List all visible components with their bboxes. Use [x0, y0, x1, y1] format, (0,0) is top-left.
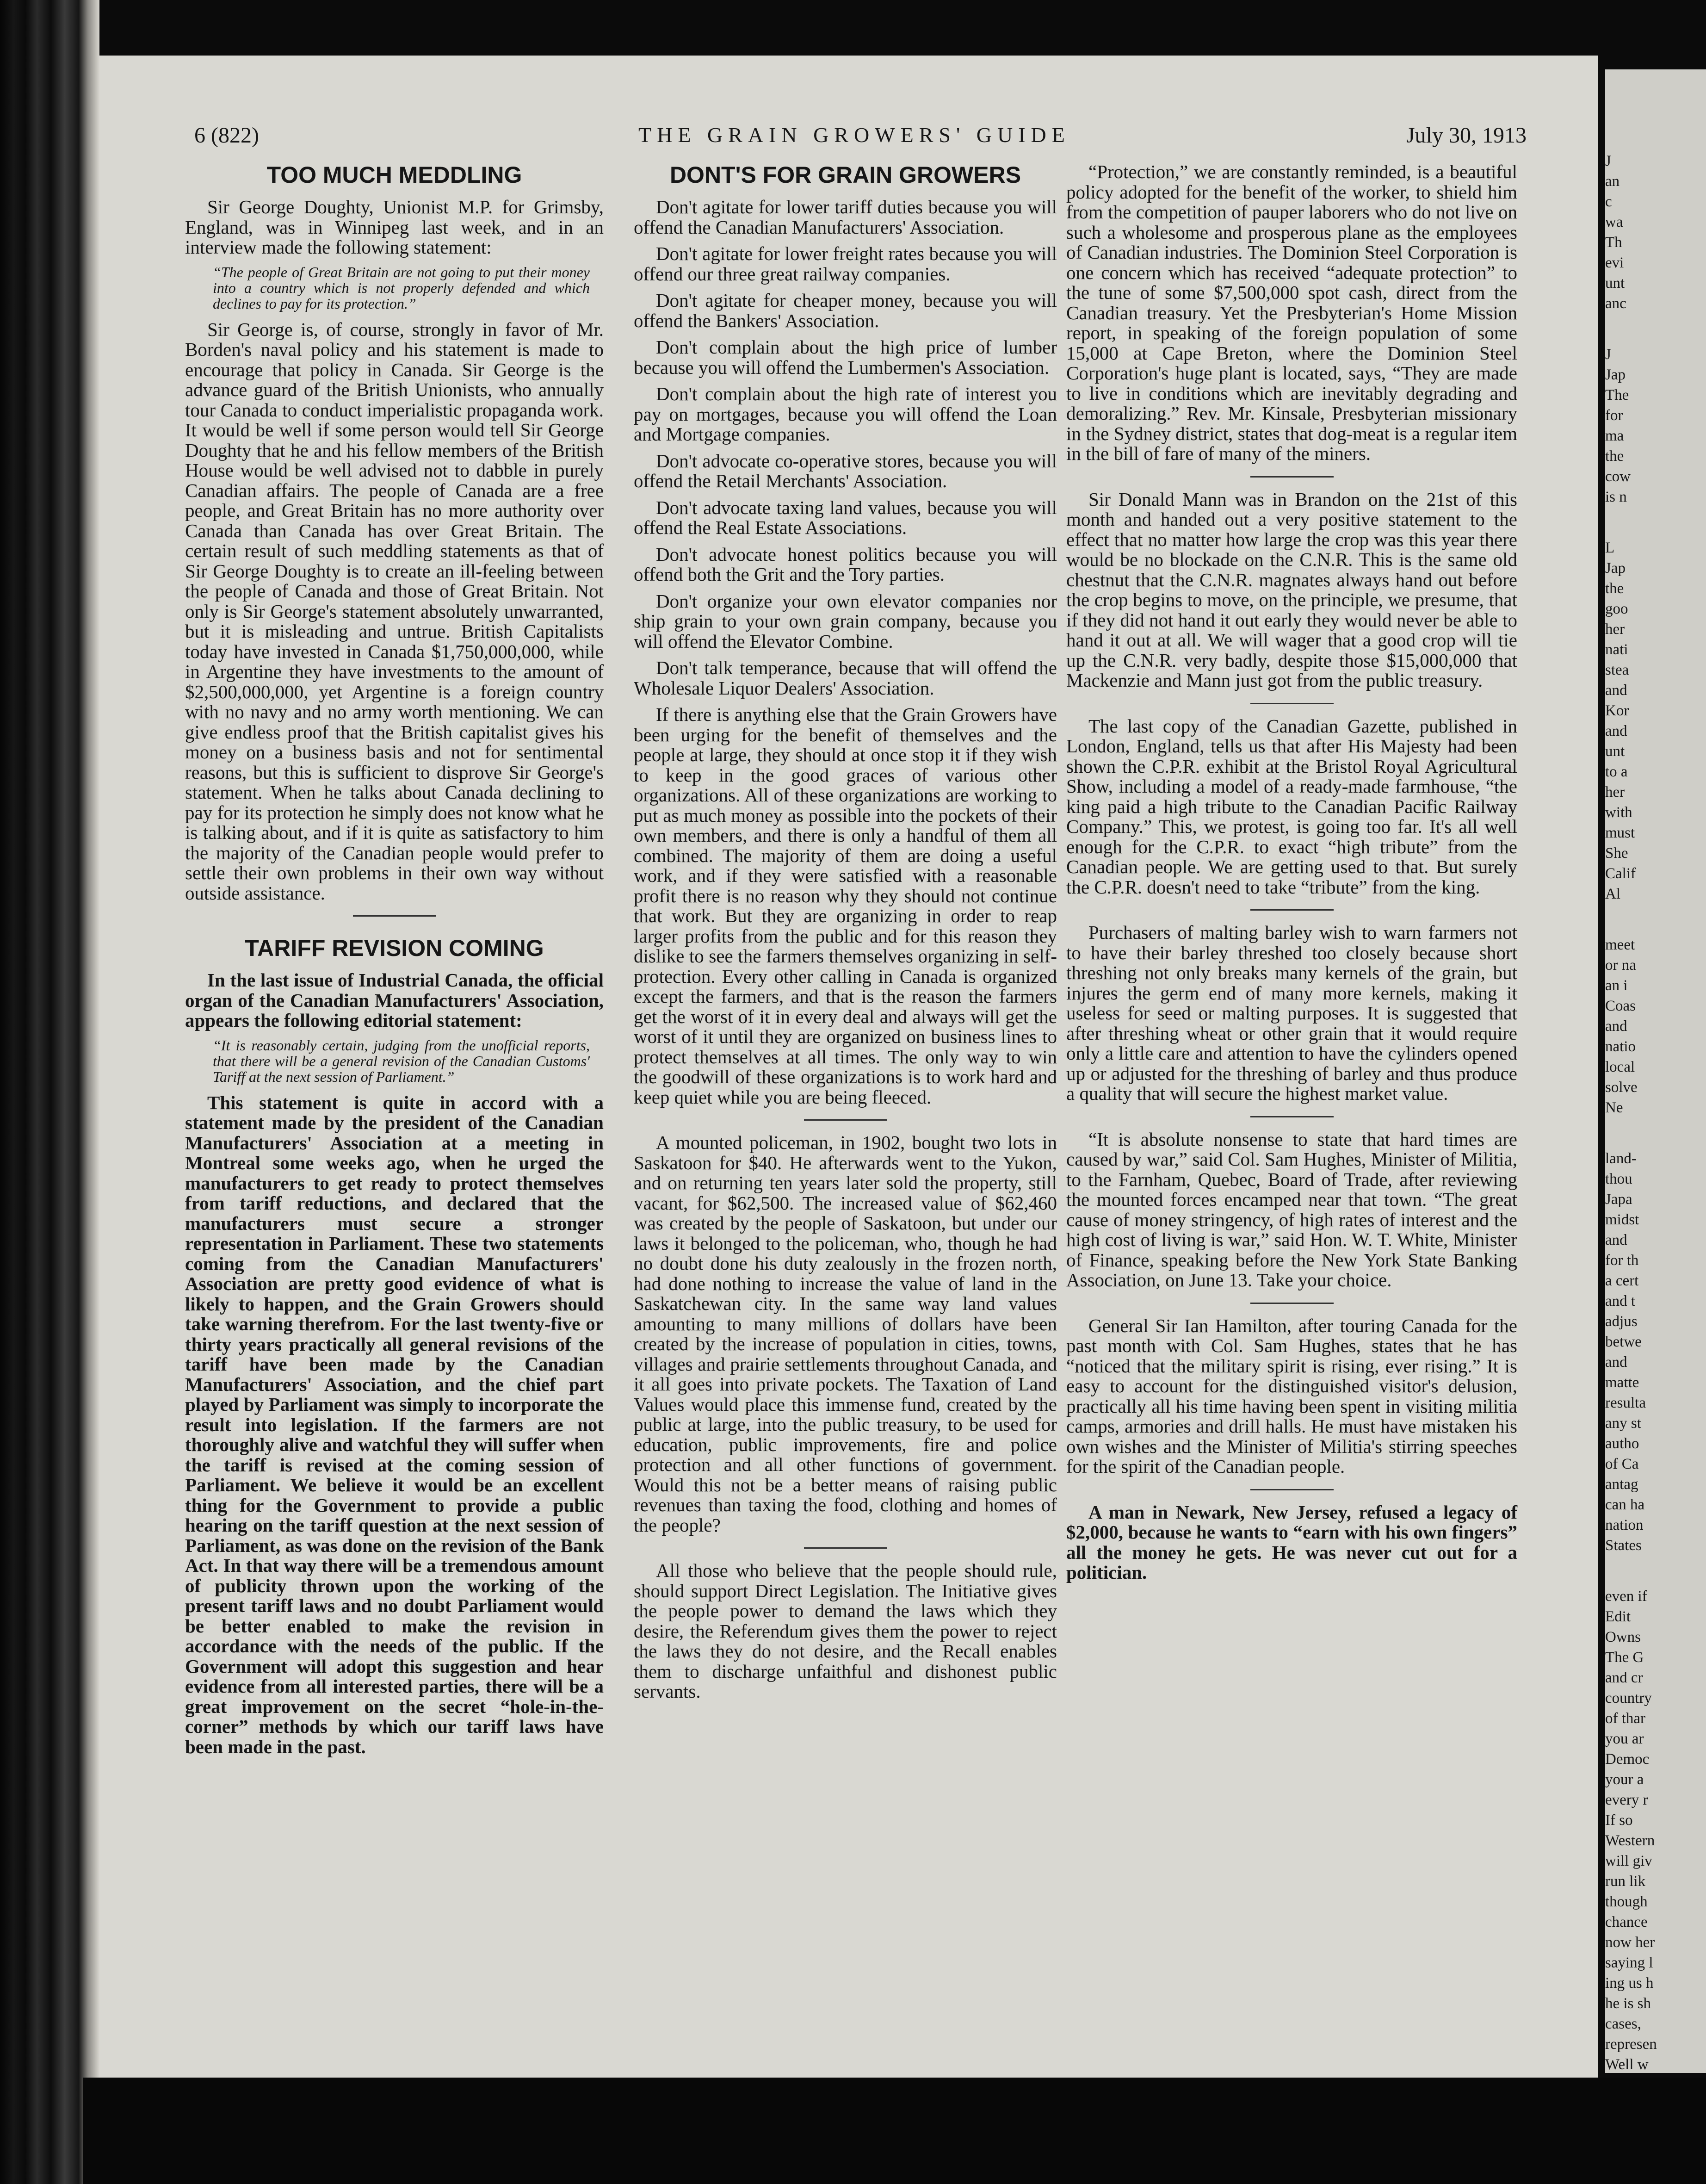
adjacent-page-fragment: Th [1605, 234, 1622, 251]
adjacent-page-fragment: antag [1605, 1476, 1638, 1493]
column-3 [1066, 162, 1517, 1589]
adjacent-page-fragment: unt [1605, 275, 1625, 292]
adjacent-page-fragment: States [1605, 1537, 1642, 1554]
adjacent-page-fragment: Ne [1605, 1099, 1623, 1116]
adjacent-page-fragment: L [1605, 540, 1615, 556]
adjacent-page-fragment: you ar [1605, 1731, 1644, 1747]
adjacent-page-fragment: for [1605, 407, 1623, 424]
adjacent-page-fragment: midst [1605, 1211, 1639, 1228]
adjacent-page-fragment: represen [1605, 2036, 1657, 2053]
adjacent-page-fragment: ma [1605, 428, 1624, 444]
adjacent-page-fragment: will giv [1605, 1853, 1652, 1869]
adjacent-page-fragment: meet [1605, 937, 1635, 953]
divider [1250, 1489, 1334, 1490]
paragraph: A mounted policeman, in 1902, bought two lots in Saskatoon for $40. He afterwards went to the Yukon, and on returning ten years later sold the property, still vacant, for $62,500. The increased value of $62,460 was created by the people of Saskatoon, but under our laws it belonged to the policeman, who, though he had no doubt done his duty zealously in the frozen north, had done nothing to increase the value of land in the Saskatchewan city. In the same way land values amounting to many millions of dollars have been created by the increase of population in cities, towns, villages and prairie settlements throughout Canada, and it all goes into private pockets. The Taxation of Land Values would place this immense fund, created by the public at large, into the public treasury, to be used for education, public improvements, fire and police protection and all other functions of government. Would this not be a better means of raising public revenues than taxing the food, clothing and homes of the people? [634, 1132, 1057, 1536]
adjacent-page-fragment: thou [1605, 1171, 1632, 1187]
adjacent-page-fragment: J [1605, 153, 1611, 169]
quotation: “It is reasonably certain, judging from the unofficial reports, that there will be a general revision of the Canadian Customs' Tariff at the next session of Parliament.” [213, 1036, 590, 1085]
dont-item: Don't advocate taxing land values, because you will offend the Real Estate Associations. [634, 496, 1057, 538]
dont-item: Don't agitate for lower freight rates because you will offend our three great railway companies. [634, 243, 1057, 285]
adjacent-page-fragment: c [1605, 193, 1612, 210]
adjacent-page-fragment: and [1605, 682, 1627, 699]
paragraph: Sir Donald Mann was in Brandon on the 21st of this month and handed out a very positive statement to the effect that no matter how large the crop was this year there would be no blockade on the C.N.R. This is the same old chestnut that the C.N.R. magnates always hand out before the crop begins to move, on the principle, we presume, that if they did not hand it out early they would never be able to hand it out at all. We will wager that a good crop will tie up the C.N.R. very badly, despite those $15,000,000 that Mackenzie and Mann just got from the public treasury. [1066, 488, 1517, 691]
adjacent-page-fragment: Edit [1605, 1608, 1631, 1625]
adjacent-page-fragment: to a [1605, 763, 1628, 780]
adjacent-page-fragment: Calif [1605, 865, 1636, 882]
paragraph: This statement is quite in accord with a statement made by the president of the Canadian Manufacturers' Association at a meeting in Montreal some weeks ago, when he urged the manufacturers to get ready to protect themselves from tariff reductions, and declared that the manufacturers must secure a stronger representation in Parliament. These two statements coming from the Canadian Manufacturers' Association are pretty good evidence of what is likely to happen, and the Grain Growers should take warning therefrom. For the last twenty-five or thirty years practically all general revisions of the tariff have been made by the Canadian Manufacturers' Association, and the chief part played by Parliament was simply to incorporate the result into legislation. If the farmers are not thoroughly alive and watchful they will suffer when the tariff is revised at the coming session of Parliament. We believe it would be an excellent thing for the Government to provide a public hearing on the tariff question at the next session of Parliament, as was done on the revision of the Bank Act. In that way there will be a tremendous amount of publicity thrown upon the working of the present tariff laws and no doubt Parliament would be better enabled to make the revision in accordance with the needs of the public. If the Government will adopt this suggestion and hear evidence from all interested parties, there will be a great improvement on the secret “hole-in-the-corner” methods by which our tariff laws have been made in the past. [185, 1092, 604, 1757]
adjacent-page-fragment: Well w [1605, 2056, 1649, 2073]
adjacent-page-fragment: can ha [1605, 1496, 1645, 1513]
adjacent-page-fragment: Coas [1605, 998, 1636, 1014]
headline-donts: DONT'S FOR GRAIN GROWERS [669, 162, 1021, 188]
adjacent-page-fragment: wa [1605, 214, 1623, 230]
adjacent-page-fragment: an i [1605, 977, 1628, 994]
adjacent-page-fragment: saying l [1605, 1954, 1653, 1971]
dont-item: Don't agitate for cheaper money, because you will offend the Bankers' Association. [634, 290, 1057, 331]
headline-tariff-revision: TARIFF REVISION COMING [245, 935, 544, 961]
adjacent-page-fragment: chance [1605, 1914, 1648, 1930]
paragraph: If there is anything else that the Grain Growers have been urging for the benefit of themselves and the people at large, they should at once stop it if they wish to keep in the good graces of various other organizations. All of these organizations are working to put as much money as possible into the pockets of their own members, and there is only a handful of them all combined. The majority of them are doing a useful work, and if they were satisfied with a reasonable profit there is no reason why they should not continue that work. But they are organizing in order to reap larger profits from the public and for this reason they dislike to see the farmers themselves organizing in self-protection. Every other calling in Canada is organized except the farmers, and that is the reason the farmers get the worst of it in every deal and always will get the worst of it until they are organized on business lines to protect themselves at all times. The only way to win the goodwill of these organizations is to work hard and keep quiet while you are being fleeced. [634, 704, 1057, 1108]
column-1 [185, 162, 604, 1763]
paragraph: A man in Newark, New Jersey, refused a legacy of $2,000, because he wants to “earn with his own fingers” all the money he gets. He was never cut out for a politician. [1066, 1501, 1517, 1583]
adjacent-page-fragment: or na [1605, 957, 1636, 974]
adjacent-page-fragment: her [1605, 621, 1625, 638]
adjacent-page-fragment: nation [1605, 1517, 1644, 1533]
adjacent-page-fragment: land- [1605, 1150, 1637, 1167]
adjacent-page-fragment: adjus [1605, 1313, 1638, 1330]
adjacent-page-fragment: and [1605, 1018, 1627, 1035]
adjacent-page-fragment: evi [1605, 254, 1624, 271]
adjacent-page-fragment: country [1605, 1690, 1652, 1706]
adjacent-page-fragment: ing us h [1605, 1975, 1654, 1992]
paragraph: Purchasers of malting barley wish to warn farmers not to have their barley threshed too closely because short threshing not only breaks many kernels of the grain, but injures the germ end of many more kernels, making it useless for seed or malting purposes. It is suggested that after threshing wheat or other grain that it would require only a little care and attention to have the cylinders opened up or adjusted for the threshing of barley and thus produce a quality that will secure the highest market value. [1066, 922, 1517, 1104]
page-number: 6 (822) [194, 123, 259, 148]
adjacent-page-fragment: Democ [1605, 1751, 1650, 1768]
adjacent-page-fragment: local [1605, 1059, 1635, 1075]
paragraph: The last copy of the Canadian Gazette, published in London, England, tells us that after His Majesty had been shown the C.P.R. exhibit at the Bristol Royal Agricultural Show, including a model of a ready-made farmhouse, “the king paid a high tribute to the Canadian Pacific Railway Company.” This, we protest, is going too far. It's all well enough for the C.P.R. to exact “high tribute” from the Canadian people. We are getting used to that. But surely the C.P.R. doesn't need to take “tribute” from the king. [1066, 715, 1517, 898]
dont-item: Don't organize your own elevator companies nor ship grain to your own grain company, because you will offend the Elevator Combine. [634, 590, 1057, 652]
adjacent-page-fragment: J [1605, 346, 1611, 363]
adjacent-page-fragment: and [1605, 723, 1627, 739]
paragraph: In the last issue of Industrial Canada, the official organ of the Canadian Manufacturers' Association, appears the following editorial statement: [185, 969, 604, 1031]
book-binding [0, 0, 99, 2184]
divider [804, 1547, 887, 1549]
dont-item: Don't complain about the high price of lumber because you will offend the Lumbermen's Association. [634, 336, 1057, 378]
adjacent-page-fragment: The G [1605, 1649, 1644, 1666]
adjacent-page-fragment: and cr [1605, 1669, 1643, 1686]
dont-item: Don't complain about the high rate of interest you pay on mortgages, because you will offend the Loan and Mortgage companies. [634, 383, 1057, 445]
headline-too-much-meddling: TOO MUCH MEDDLING [266, 162, 522, 188]
adjacent-page-fragment: matte [1605, 1374, 1639, 1391]
adjacent-page-fragment: Jap [1605, 366, 1626, 383]
adjacent-page-fragment: even if [1605, 1588, 1647, 1605]
adjacent-page-fragment: for th [1605, 1252, 1639, 1269]
adjacent-page-fragment: now her [1605, 1934, 1655, 1951]
adjacent-page-fragment: of Ca [1605, 1456, 1639, 1472]
adjacent-page-fragment: goo [1605, 601, 1628, 617]
adjacent-page-fragment: any st [1605, 1415, 1641, 1432]
adjacent-page-fragment: the [1605, 448, 1624, 465]
issue-date: July 30, 1913 [1406, 123, 1527, 148]
dont-item: Don't advocate co-operative stores, because you will offend the Retail Merchants' Association. [634, 450, 1057, 491]
adjacent-page-fragment: autho [1605, 1435, 1639, 1452]
adjacent-page-fragment: is n [1605, 489, 1627, 505]
adjacent-page-fragment: stea [1605, 662, 1629, 678]
dont-item: Don't talk temperance, because that will offend the Wholesale Liquor Dealers' Association. [634, 657, 1057, 699]
adjacent-page-fragment: a cert [1605, 1272, 1639, 1289]
adjacent-page-fragment: must [1605, 825, 1635, 841]
paragraph: “It is absolute nonsense to state that hard times are caused by war,” said Col. Sam Hughes, Minister of Militia, to the Farnham, Quebec, Board of Trade, after reviewing the mounted forces encamped near that town. “The great cause of money stringency, of high rates of interest and the high cost of living is war,” said Hon. W. T. White, Minister of Finance, speaking before the New York State Banking Association, on June 13. Take your choice. [1066, 1128, 1517, 1291]
adjacent-page-fragment: though [1605, 1893, 1648, 1910]
adjacent-page-fragment: cases, [1605, 2016, 1641, 2032]
adjacent-page-fragment: anc [1605, 295, 1626, 312]
adjacent-page-fragment: cow [1605, 468, 1631, 485]
adjacent-page-fragment: solve [1605, 1079, 1638, 1096]
adjacent-page-fragment: and t [1605, 1293, 1636, 1309]
adjacent-page-fragment: She [1605, 845, 1628, 862]
adjacent-page-fragment: of thar [1605, 1710, 1646, 1727]
paragraph: Sir George is, of course, strongly in favor of Mr. Borden's naval policy and his statement is made to encourage that policy in Canada. Sir George is the advance guard of the British Unionists, who annually tour Canada to conduct imperialistic propaganda work. It would be well if some person would tell Sir George Doughty that he and his fellow members of the British House would be well advised not to dabble in purely Canadian affairs. The people of Canada are a free people, and Great Britain has no more authority over Canada than Canada has over Great Britain. The certain result of such meddling statements as that of Sir George Doughty is to create an ill-feeling between the people of Canada and those of Great Britain. Not only is Sir George's statement absolutely unwarranted, but it is misleading and untrue. British Capitalists today have invested in Canada $1,750,000,000, while in Argentine they have investments to the amount of $2,500,000,000, yet Argentine is a foreign country with no navy and no army worth mentioning. We can give endless proof that the British capitalist gives his money on a business basis and not for sentimental reasons, but this is sufficient to disprove Sir George's statement. When he talks about Canada declining to pay for its protection he simply does not know what he is talking about, and if it is quite as satisfactory to him the majority of the Canadian people would prefer to settle their own problems in their own way without outside assistance. [185, 318, 604, 904]
adjacent-page-fragment: unt [1605, 743, 1625, 760]
adjacent-page-fragment: resulta [1605, 1395, 1646, 1411]
paragraph: Sir George Doughty, Unionist M.P. for Grimsby, England, was in Winnipeg last week, and in an interview made the following statement: [185, 196, 604, 258]
adjacent-page-fragment: Jap [1605, 560, 1626, 577]
paragraph: “Protection,” we are constantly reminded, is a beautiful policy adopted for the benefit of the worker, to shield him from the competition of pauper laborers who do not live on such a wholesome and prosperous plane as the employees of Canadian industries. The Dominion Steel Corporation is one concern which has received “adequate protection” to the tune of some $7,500,000 spot cash, direct from the Canadian treasury. Yet the Presbyterian's Home Mission report, in speaking of the foreign population of some 15,000 at Cape Breton, where the Dominion Steel Corporation's huge plant is located, says, “They are made to live in conditions which are inevitably degrading and demoralizing.” Rev. Mr. Kinsale, Presbyterian missionary in the Sydney district, states that dog-meat is a regular item in the bill of fare of many of the miners. [1066, 161, 1517, 464]
divider [1250, 1116, 1334, 1117]
adjacent-page-fragment: Western [1605, 1832, 1655, 1849]
adjacent-page-fragment: an [1605, 173, 1620, 190]
dont-item: Don't agitate for lower tariff duties because you will offend the Canadian Manufacturers' Association. [634, 196, 1057, 238]
adjacent-page-fragment: Owns [1605, 1629, 1641, 1645]
adjacent-page-fragment: Japa [1605, 1191, 1632, 1208]
paragraph: General Sir Ian Hamilton, after touring Canada for the past month with Col. Sam Hughes, states that he has “noticed that the military spirit is rising, ever rising.” It is easy to account for the distinguished visitor's delusion, practically all his time having been spent in visiting militia camps, armories and drill halls. He must have mistaken his own wishes and the Minister of Militia's stirring speeches for the spirit of the Canadian people. [1066, 1315, 1517, 1477]
divider [1250, 909, 1334, 911]
adjacent-page-fragment: the [1605, 580, 1624, 597]
divider [804, 1119, 887, 1121]
adjacent-page-fragment: The [1605, 387, 1629, 403]
column-2 [634, 162, 1057, 1708]
divider [1250, 1303, 1334, 1304]
adjacent-page-fragment: If so [1605, 1812, 1633, 1829]
masthead: THE GRAIN GROWERS' GUIDE [638, 123, 1070, 147]
divider [353, 915, 436, 917]
adjacent-page-fragment: run lik [1605, 1873, 1646, 1890]
adjacent-page-fragment: with [1605, 804, 1632, 821]
adjacent-page-fragment: he is sh [1605, 1995, 1651, 2012]
divider [1250, 476, 1334, 478]
adjacent-page-fragment: every r [1605, 1792, 1648, 1808]
adjacent-page-fragment: and [1605, 1232, 1627, 1248]
paragraph: All those who believe that the people should rule, should support Direct Legislation. The Initiative gives the people power to demand the laws which they desire, the Referendum gives them the power to reject the laws they do not desire, and the Recall enables them to discharge unfaithful and dishonest public servants. [634, 1560, 1057, 1702]
adjacent-page-fragment: betwe [1605, 1334, 1642, 1350]
quotation: “The people of Great Britain are not going to put their money into a country which is not properly defended and which declines to pay for its protection.” [213, 263, 590, 312]
adjacent-page-fragment: and [1605, 1354, 1627, 1371]
adjacent-page-fragment: her [1605, 784, 1625, 800]
adjacent-page-fragment: nati [1605, 641, 1628, 658]
scan-border [83, 2078, 1706, 2184]
adjacent-page-fragment: your a [1605, 1771, 1644, 1788]
adjacent-page-fragment: Kor [1605, 702, 1629, 719]
adjacent-page-edge [1605, 69, 1706, 2073]
dont-item: Don't advocate honest politics because you will offend both the Grit and the Tory parties. [634, 543, 1057, 585]
adjacent-page-fragment: natio [1605, 1038, 1636, 1055]
adjacent-page-fragment: Al [1605, 886, 1620, 902]
divider [1250, 703, 1334, 704]
